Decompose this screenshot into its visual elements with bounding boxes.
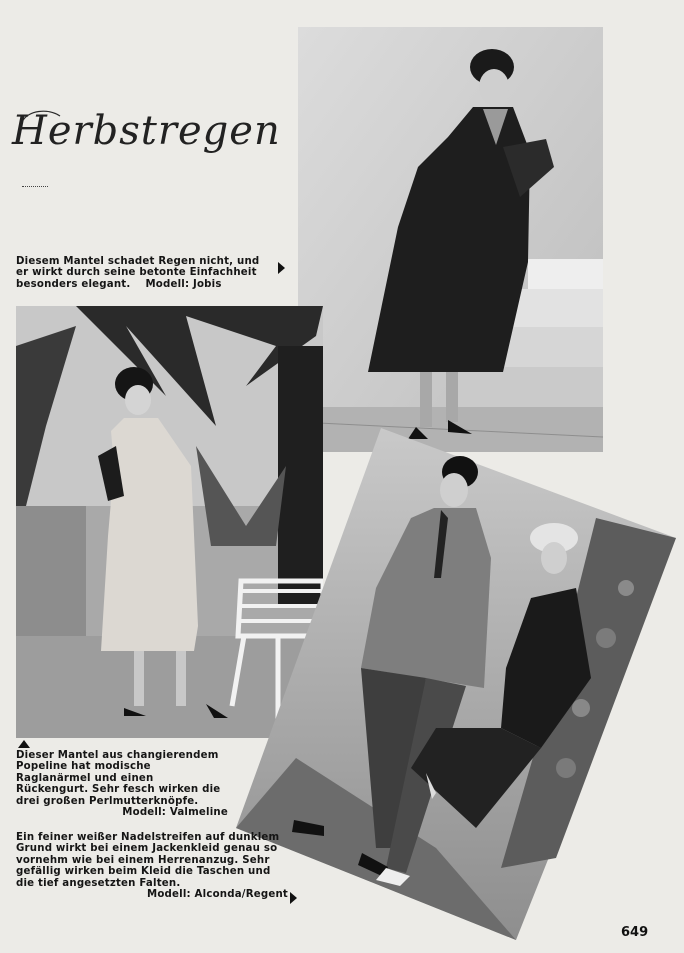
caption-top-model: Modell: Jobis [145,278,222,290]
caption-bottom-text: Ein feiner weißer Nadelstreifen auf dunklem Grund wirkt bei einem Jackenkleid genau so vornehm wie bei einem Herrenanzug. Sehr gefällig wirken beim Kleid die Taschen und die tief angesetzten Falten. [16,832,280,889]
caption-middle-text: Dieser Mantel aus changierendem Popeline hat modische Raglanärmel und einen Rückengurt. Sehr fesch wirken die drei großen Perlmutterknöpfe. [16,750,221,807]
page-number: 649 [621,925,649,940]
arrow-up-icon [18,740,30,748]
photo-couple [236,428,684,943]
caption-top-text: Diesem Mantel schadet Regen nicht, und er wirkt durch seine betonte Einfachheit besonders elegant. [16,256,260,290]
arrow-right-icon [288,888,297,907]
page-title [8,100,278,170]
caption-top [16,256,274,290]
caption-middle-model: Modell: Valmeline [122,807,228,819]
page-title-text: Herbstregen [12,108,278,154]
caption-bottom-model: Modell: Alconda/Regent [147,889,288,901]
divider [22,186,48,188]
photo-dark-coat [298,27,603,452]
arrow-right-icon [276,258,285,277]
caption-middle [16,750,228,818]
caption-bottom [16,832,288,900]
